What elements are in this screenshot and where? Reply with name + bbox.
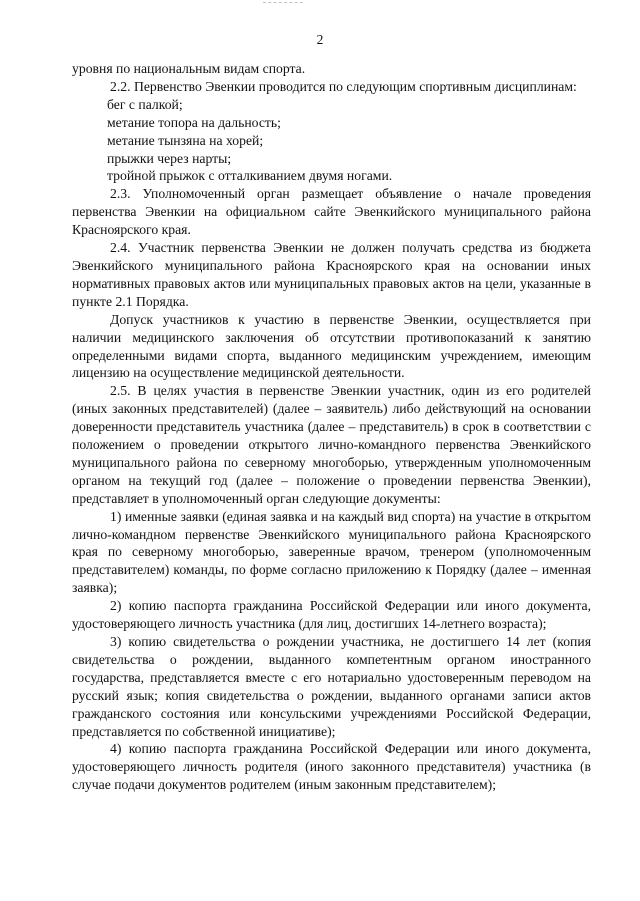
paragraph-2-4: 2.4. Участник первенства Эвенкии не должен получать средства из бюджета Эвенкийского муниципального района Красноярского края на основании иных нормативных правовых актов или муниципальных правовых актов на цели, указанные в пункте 2.1 Порядка. [72, 240, 591, 309]
list-item-discipline: прыжки через нарты; [107, 150, 232, 166]
document-item-1: 1) именные заявки (единая заявка и на каждый вид спорта) на участие в открытом лично-командном первенстве Эвенкийского муниципального района Красноярского края по северному многоборью, заверенные врачом, тренером (уполномоченным представителем) команды, по форме согласно приложению к Порядку (далее – именная заявка); [72, 508, 591, 596]
document-item-4: 4) копию паспорта гражданина Российской Федерации или иного документа, удостоверяющего личность родителя (иного законного представителя) участника (в случае подачи документов родителем (иным законным представителем); [72, 741, 591, 793]
list-item-discipline: метание тынзяна на хорей; [107, 132, 264, 148]
list-item-discipline: метание топора на дальность; [107, 114, 281, 130]
paragraph-continuation: уровня по национальным видам спорта. [72, 61, 306, 76]
page-number: 2 [316, 32, 324, 47]
paragraph-2-2: 2.2. Первенство Эвенкии проводится по следующим спортивным дисциплинам: [110, 78, 577, 94]
document-item-3: 3) копию свидетельства о рождении участника, не достигшего 14 лет (копия свидетельства о рождении, выданного компетентным органом иностранного государства, представляется вместе с его нотариально удостоверенным переводом на русский язык; копия свидетельства о рождении, выданного органами записи актов гражданского состояния или консульскими учреждениями Российской Федерации, представляется по собственной инициативе); [72, 634, 591, 739]
document-body [72, 60, 591, 794]
paragraph-admission: Допуск участников к участию в первенстве Эвенкии, осуществляется при наличии медицинского заключения об отсутствии противопоказаний к занятию определенными видами спорта, выданного медицинским учреждением, имеющим лицензию на осуществление медицинской деятельности. [72, 311, 591, 381]
paragraph-2-5: 2.5. В целях участия в первенстве Эвенкии участник, один из его родителей (иных законных представителей) (далее – заявитель) либо действующий на основании доверенности представитель участника (далее – представитель) в срок в соответствии с положением о проведении открытого лично-командного первенства Эвенкийского муниципального района по северному многоборью, утвержденным уполномоченным органом на текущий год (далее – положение о проведении первенства Эвенкии), представляет в уполномоченный орган следующие документы: [72, 383, 591, 506]
list-item-discipline: тройной прыжок с отталкиванием двумя ногами. [107, 168, 393, 184]
document-item-2: 2) копию паспорта гражданина Российской Федерации или иного документа, удостоверяющего личность участника (для лиц, достигших 14-летнего возраста); [72, 598, 591, 632]
list-item-discipline: бег с палкой; [107, 96, 183, 112]
scan-artifact [263, 2, 303, 7]
paragraph-2-3: 2.3. Уполномоченный орган размещает объявление о начале проведения первенства Эвенкии на официальном сайте Эвенкийского муниципального района Красноярского края. [72, 186, 591, 238]
